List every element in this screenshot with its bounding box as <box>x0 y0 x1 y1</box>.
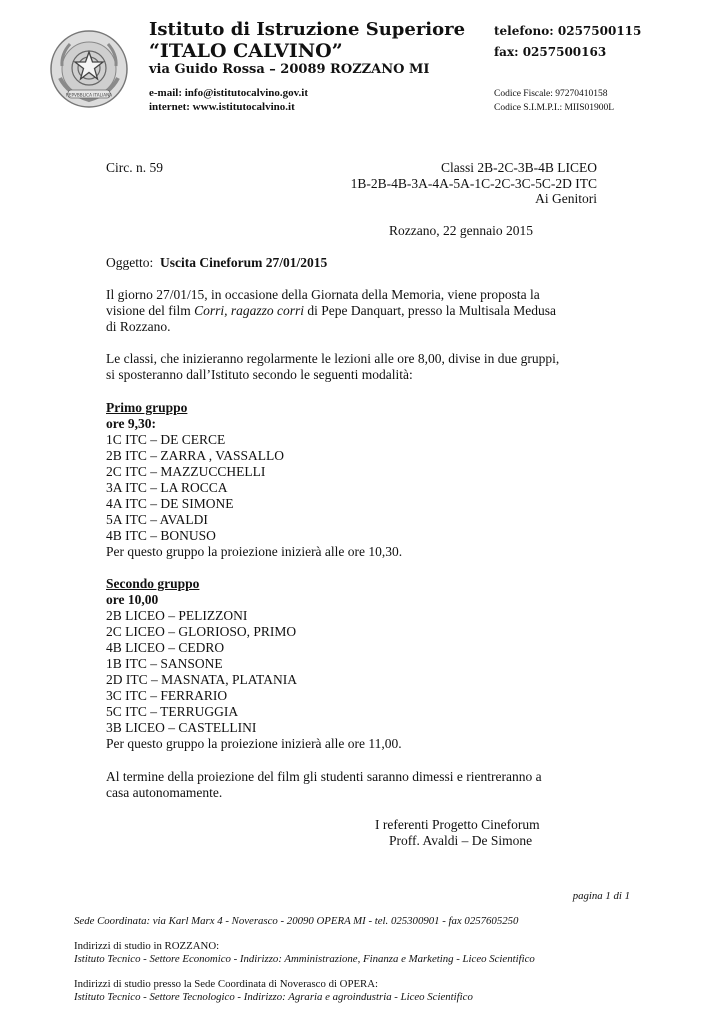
footer-rozzano-label: Indirizzi di studio in ROZZANO: <box>74 940 220 952</box>
closing-paragraph <box>106 769 542 801</box>
italian-republic-emblem-icon <box>48 28 130 110</box>
signature-line-2: Proff. Avaldi – De Simone <box>389 833 533 848</box>
group-2-item: 5C ITC – TERRUGGIA <box>106 704 239 719</box>
group-2-item: 2B LICEO – PELIZZONI <box>106 608 248 623</box>
group-1-item: 4B ITC – BONUSO <box>106 528 216 543</box>
footer-opera-label: Indirizzi di studio presso la Sede Coordinata di Noverasco di OPERA: <box>74 978 379 990</box>
header-codice-simpi: Codice S.I.M.P.I.: MIIS01900L <box>494 103 615 113</box>
emblem-ribbon-text: REPVBBLICA ITALIANA <box>65 92 113 98</box>
group-2-item: 2D ITC – MASNATA, PLATANIA <box>106 672 297 687</box>
page-number: pagina 1 di 1 <box>572 890 630 902</box>
circular-number: Circ. n. 59 <box>106 160 163 175</box>
group-1-item: 1C ITC – DE CERCE <box>106 432 226 447</box>
paragraph-intro-line-3: di Rozzano. <box>106 319 171 334</box>
recipients-line-3: Ai Genitori <box>535 191 597 206</box>
subject-label: Oggetto: <box>106 255 154 270</box>
paragraph-classes-line-2: si sposteranno dall’Istituto secondo le seguenti modalità: <box>106 367 413 382</box>
group-1-item: 5A ITC – AVALDI <box>106 512 208 527</box>
group-2-time: ore 10,00 <box>106 592 159 607</box>
institute-name-line2: “ITALO CALVINO” <box>149 40 343 62</box>
recipients-line-2: 1B-2B-4B-3A-4A-5A-1C-2C-3C-5C-2D ITC <box>350 176 597 191</box>
closing-line-2: casa autonomamente. <box>106 785 223 800</box>
group-2-item: 3B LICEO – CASTELLINI <box>106 720 257 735</box>
subject-text: Uscita Cineforum 27/01/2015 <box>160 255 328 270</box>
header-internet: internet: www.istitutocalvino.it <box>149 101 295 113</box>
group-2-title: Secondo gruppo <box>106 576 200 591</box>
letter-date: Rozzano, 22 gennaio 2015 <box>389 223 533 238</box>
header-codice-fiscale: Codice Fiscale: 97270410158 <box>494 89 608 99</box>
group-1-item: 2C ITC – MAZZUCCHELLI <box>106 464 266 479</box>
closing-line-1: Al termine della proiezione del film gli studenti saranno dimessi e rientreranno a <box>106 769 542 784</box>
header-fax: fax: 0257500163 <box>494 45 607 59</box>
group-1-title: Primo gruppo <box>106 400 188 415</box>
group-1-time: ore 9,30: <box>106 416 156 431</box>
group-2-note: Per questo gruppo la proiezione inizierà alle ore 11,00. <box>106 736 402 751</box>
group-2-section <box>106 576 402 752</box>
paragraph-intro-line-1: Il giorno 27/01/15, in occasione della Giornata della Memoria, viene proposta la <box>106 287 540 302</box>
group-2-item: 1B ITC – SANSONE <box>106 656 223 671</box>
letter-subject <box>106 255 327 271</box>
recipients-line-1: Classi 2B-2C-3B-4B LICEO <box>440 160 597 175</box>
film-post: di Pepe Danquart, presso la Multisala Medusa <box>304 303 556 318</box>
film-pre: visione del film <box>106 303 195 318</box>
film-title: Corri, ragazzo corri <box>194 303 305 318</box>
paragraph-intro-line-2 <box>106 303 556 319</box>
signature-line-1: I referenti Progetto Cineforum <box>375 817 540 832</box>
group-1-item: 3A ITC – LA ROCCA <box>106 480 228 495</box>
group-1-section <box>106 400 402 560</box>
footer-rozzano-text: Istituto Tecnico - Settore Economico - Indirizzo: Amministrazione, Finanza e Marketing - Liceo Scientifico <box>74 953 535 965</box>
header-phone: telefono: 0257500115 <box>494 24 642 38</box>
group-2-item: 4B LICEO – CEDRO <box>106 640 225 655</box>
institute-address: via Guido Rossa – 20089 ROZZANO MI <box>149 62 430 77</box>
footer-opera-text: Istituto Tecnico - Settore Tecnologico - Indirizzo: Agraria e agroindustria - Liceo Scientifico <box>74 991 473 1003</box>
header-email: e-mail: info@istitutocalvino.gov.it <box>149 87 309 99</box>
paragraph-classes-line-1: Le classi, che inizieranno regolarmente le lezioni alle ore 8,00, divise in due gruppi, <box>106 351 560 366</box>
group-2-item: 2C LICEO – GLORIOSO, PRIMO <box>106 624 297 639</box>
group-1-item: 2B ITC – ZARRA , VASSALLO <box>106 448 285 463</box>
footer-sede: Sede Coordinata: via Karl Marx 4 - Noverasco - 20090 OPERA MI - tel. 025300901 - fax 0257605250 <box>74 915 519 927</box>
institute-name-line1: Istituto di Istruzione Superiore <box>149 19 466 40</box>
paragraph-classes <box>106 351 559 383</box>
group-1-item: 4A ITC – DE SIMONE <box>106 496 234 511</box>
group-1-note: Per questo gruppo la proiezione inizierà alle ore 10,30. <box>106 544 403 559</box>
group-2-item: 3C ITC – FERRARIO <box>106 688 228 703</box>
paragraph-intro <box>106 287 556 335</box>
